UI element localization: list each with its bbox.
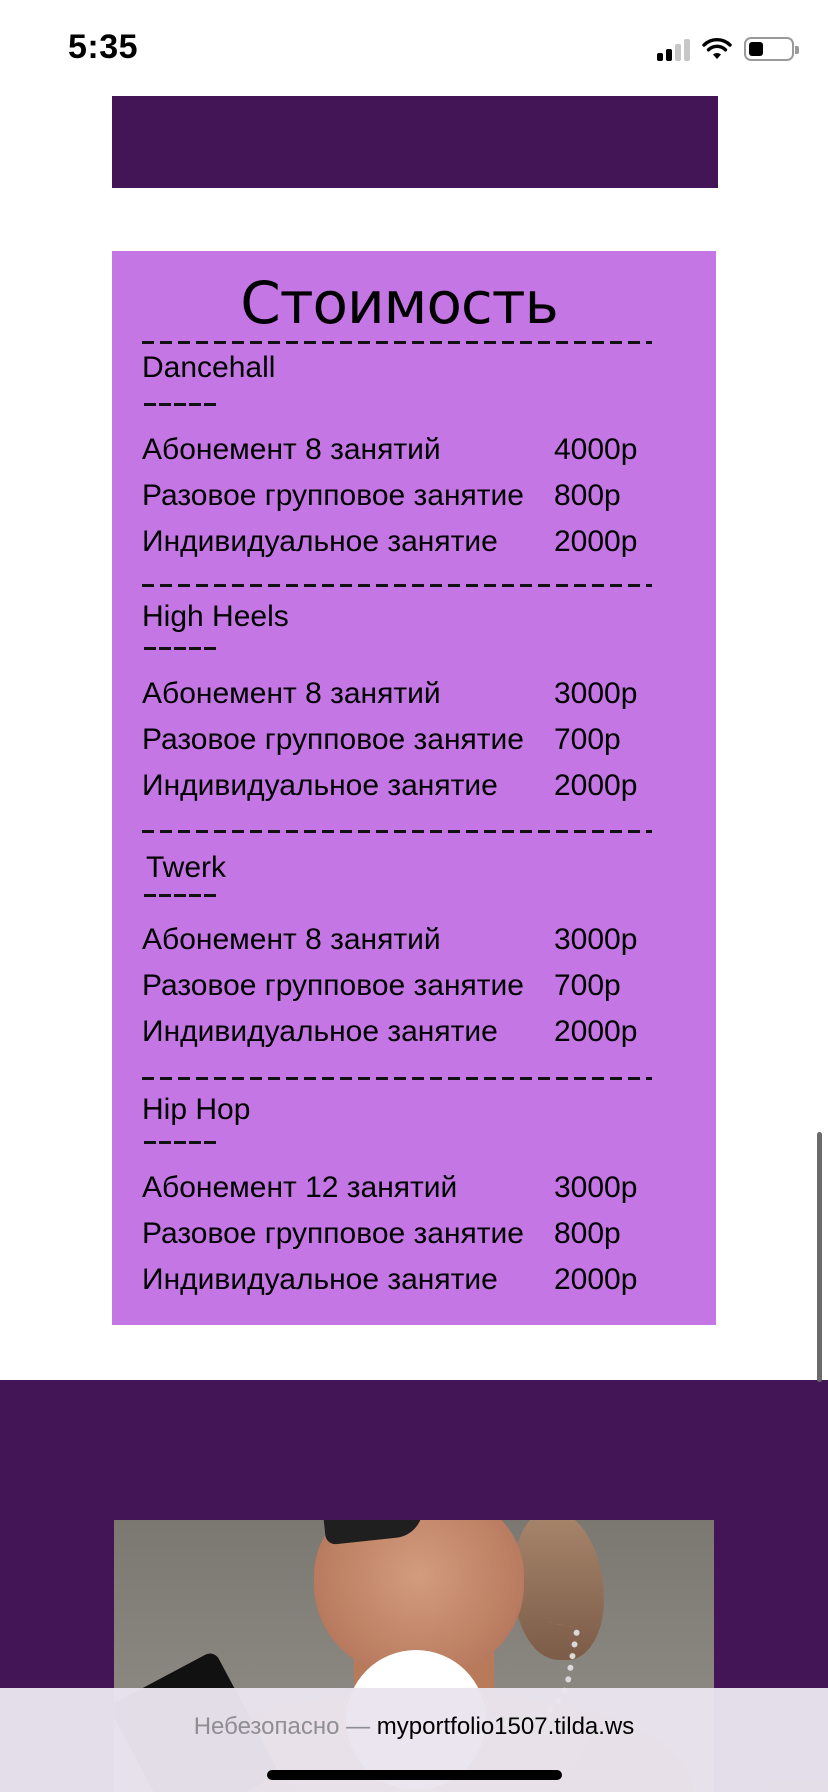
price-row-value: 4000р (554, 433, 638, 466)
dashed-divider (142, 584, 652, 587)
price-row-value: 2000р (554, 525, 638, 558)
dashed-divider (142, 830, 652, 833)
cellular-signal-icon (657, 37, 690, 61)
price-row-value: 2000р (554, 769, 638, 802)
price-row (142, 966, 682, 1006)
dashed-divider-short (144, 403, 216, 406)
status-bar (0, 0, 828, 96)
price-row-label: Индивидуальное занятие (142, 525, 498, 558)
price-row-value: 700р (554, 969, 621, 1002)
price-row-value: 2000р (554, 1015, 638, 1048)
section-title-high-heels: High Heels (142, 600, 289, 633)
price-row-value: 2000р (554, 1263, 638, 1296)
price-row-label: Индивидуальное занятие (142, 769, 498, 802)
wifi-icon (702, 37, 732, 61)
scroll-indicator[interactable] (817, 1132, 822, 1382)
price-row-label: Разовое групповое занятие (142, 1217, 524, 1250)
price-row (142, 766, 682, 806)
price-row (142, 1168, 682, 1208)
section-title-twerk: Twerk (146, 851, 227, 884)
price-row (142, 476, 682, 516)
dashed-divider-short (144, 894, 216, 897)
price-row-value: 3000р (554, 1171, 638, 1204)
price-row (142, 430, 682, 470)
price-row (142, 674, 682, 714)
price-row-label: Индивидуальное занятие (142, 1015, 498, 1048)
price-row-label: Абонемент 8 занятий (142, 677, 441, 710)
price-row (142, 720, 682, 760)
section-title-hip-hop: Hip Hop (142, 1093, 251, 1126)
price-row-value: 3000р (554, 923, 638, 956)
price-row-label: Индивидуальное занятие (142, 1263, 498, 1296)
price-row-label: Разовое групповое занятие (142, 479, 524, 512)
top-banner (112, 96, 718, 188)
dashed-divider (142, 1077, 652, 1080)
url-domain: myportfolio1507.tilda.ws (376, 1713, 635, 1740)
price-row (142, 920, 682, 960)
price-row-label: Абонемент 12 занятий (142, 1171, 458, 1204)
price-row-label: Абонемент 8 занятий (142, 433, 441, 466)
price-row-value: 700р (554, 723, 621, 756)
price-row (142, 1012, 682, 1052)
status-time: 5:35 (68, 28, 139, 66)
price-row-label: Абонемент 8 занятий (142, 923, 441, 956)
price-row-value: 3000р (554, 677, 638, 710)
price-row-value: 800р (554, 1217, 621, 1250)
dashed-divider-short (144, 1141, 216, 1144)
price-title: Стоимость (240, 269, 558, 337)
dashed-divider (142, 341, 652, 344)
price-row-value: 800р (554, 479, 621, 512)
dashed-divider-short (144, 647, 216, 650)
price-card (112, 251, 716, 1325)
section-title-dancehall: Dancehall (142, 351, 276, 384)
security-label: Небезопасно — (193, 1713, 371, 1740)
battery-icon (744, 37, 794, 61)
status-icons (657, 34, 794, 64)
url-text[interactable] (0, 1712, 828, 1742)
price-row (142, 1260, 682, 1300)
price-row-label: Разовое групповое занятие (142, 969, 524, 1002)
price-row (142, 1214, 682, 1254)
price-row-label: Разовое групповое занятие (142, 723, 524, 756)
price-row (142, 522, 682, 562)
home-indicator[interactable] (267, 1770, 562, 1780)
